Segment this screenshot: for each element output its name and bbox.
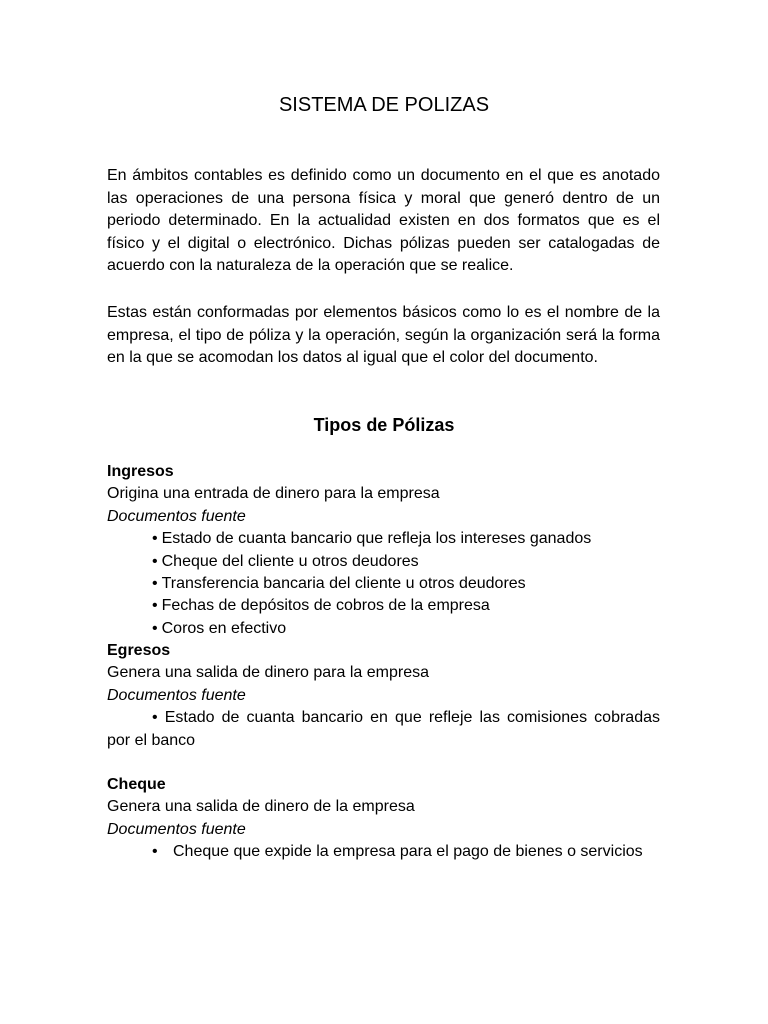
source-documents-label: Documentos fuente — [107, 686, 246, 704]
section-description: Genera una salida de dinero de la empresa — [107, 798, 415, 816]
section-subtitle: Tipos de Pólizas — [313, 415, 455, 435]
bullet-icon: • — [152, 597, 158, 615]
list-item — [107, 551, 660, 573]
list-item — [107, 573, 660, 595]
bullet-icon: • — [152, 709, 158, 727]
section-ingresos — [107, 461, 660, 640]
list-item-text: Coros en efectivo — [161, 619, 287, 637]
page-title: SISTEMA DE POLIZAS — [278, 94, 490, 116]
list-item-text: Estado de cuanta bancario que refleja los intereses ganados — [161, 530, 592, 548]
source-documents-list — [107, 528, 660, 640]
section-cheque — [107, 774, 660, 864]
source-documents-label: Documentos fuente — [107, 820, 246, 838]
section-description: Origina una entrada de dinero para la empresa — [107, 485, 440, 503]
list-item-text: Fechas de depósitos de cobros de la empresa — [161, 597, 490, 615]
section-egresos — [107, 640, 660, 752]
list-item-text: Cheque del cliente u otros deudores — [161, 552, 419, 570]
list-item — [107, 595, 660, 617]
source-documents-label: Documentos fuente — [107, 507, 246, 525]
list-item — [107, 707, 660, 752]
bullet-icon: • — [152, 619, 158, 637]
section-heading: Egresos — [107, 642, 171, 659]
list-item — [107, 841, 660, 863]
section-heading: Ingresos — [107, 463, 174, 480]
list-item-text: Transferencia bancaria del cliente u otros deudores — [161, 575, 526, 593]
section-description: Genera una salida de dinero para la empresa — [107, 664, 429, 682]
bullet-icon: • — [152, 530, 158, 548]
list-item-text: Estado de cuanta bancario en que refleje las comisiones cobradas por el banco — [107, 709, 661, 749]
section-heading: Cheque — [107, 776, 166, 793]
bullet-icon: • — [152, 575, 158, 593]
bullet-icon: • — [152, 843, 158, 861]
list-item — [107, 618, 660, 640]
list-item-text: Cheque que expide la empresa para el pago de bienes o servicios — [173, 843, 643, 861]
list-item — [107, 528, 660, 550]
elements-paragraph: Estas están conformadas por elementos básicos como lo es el nombre de la empresa, el tipo de póliza y la operación, según la organización será la forma en la que se acomodan los datos al igual que el color del documento. — [107, 304, 660, 367]
bullet-icon: • — [152, 552, 158, 570]
intro-paragraph: En ámbitos contables es definido como un documento en el que es anotado las operaciones de una persona física y moral que generó dentro de un periodo determinado. En la actualidad existen en dos formatos que es el físico y el digital o electrónico. Dichas pólizas pueden ser catalogadas de acuerdo con la naturaleza de la operación que se realice. — [107, 167, 660, 275]
